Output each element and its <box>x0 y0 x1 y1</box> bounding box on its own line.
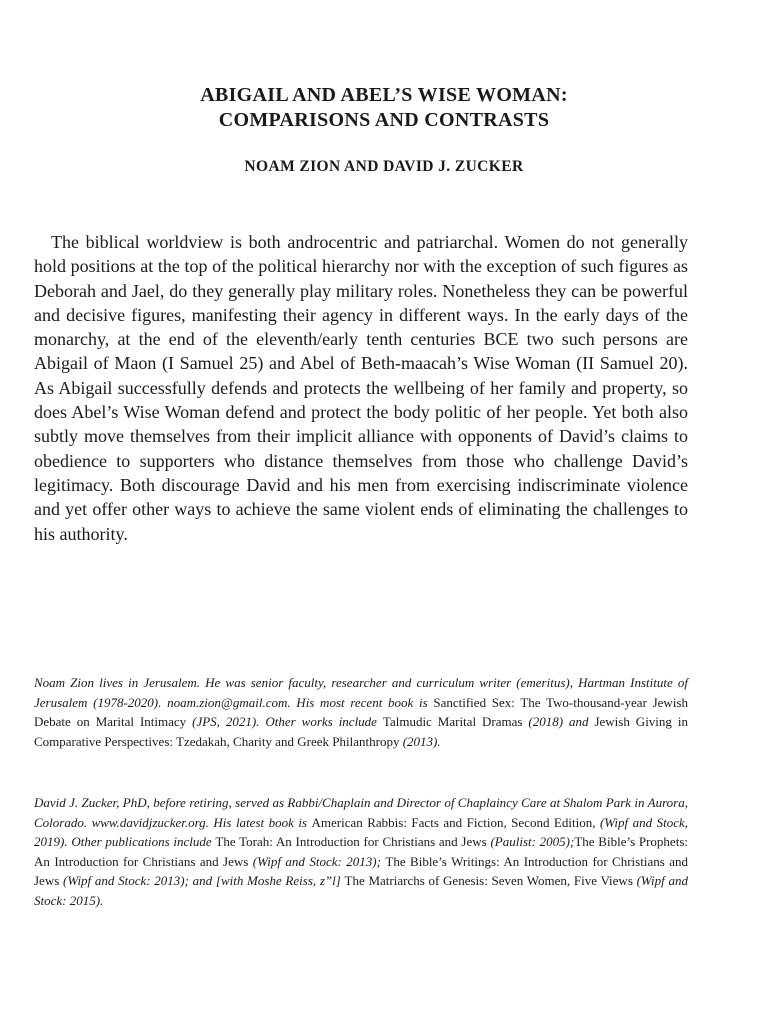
bio-book-title: The Matriarchs of Genesis: Seven Women, Five Views <box>344 873 633 889</box>
author-bio-zucker <box>34 793 688 911</box>
bio-book-title: The Bible’s Prophets: An Introduction for Christians and Jews <box>34 834 688 869</box>
bio-text: (Wipf and Stock: 2015). <box>34 873 688 908</box>
bio-text: (JPS, 2021). Other works include <box>186 714 383 730</box>
article-abstract: The biblical worldview is both androcentric and patriarchal. Women do not generally hold positions at the top of the political hierarchy nor with the exception of such figures as Deborah and Jael, do they generally play military roles. Nonetheless they can be powerful and decisive figures, manifesting their agency in different ways. In the early days of the monarchy, at the end of the eleventh/early tenth centuries BCE two such persons are Abigail of Maon (I Samuel 25) and Abel of Beth-maacah’s Wise Woman (II Samuel 20). As Abigail successfully defends and protects the wellbeing of her family and property, so does Abel’s Wise Woman defend and protect the body politic of her people. Yet both also subtly move themselves from their implicit alliance with opponents of David’s claims to obedience to supporters who distance themselves from those who challenge David’s legitimacy. Both discourage David and his men from exercising indiscriminate violence and yet offer other ways to achieve the same violent ends of eliminating the challenges to his authority. <box>34 232 688 544</box>
article-title-line-2: COMPARISONS AND CONTRASTS <box>218 109 550 131</box>
bio-book-title: Talmudic Marital Dramas <box>382 714 523 730</box>
bio-text: (Wipf and Stock: 2013); and [with Moshe Reiss, z”l] <box>59 873 345 889</box>
bio-text: Noam Zion lives in Jerusalem. He was senior faculty, researcher and curriculum writer (emeritus), Hartman Institute of Jerusalem (1978-2020). noam.zion@gmail.com. His most recent book is <box>34 675 688 710</box>
bio-text: (2013). <box>399 733 441 749</box>
bio-text: David J. Zucker, PhD, before retiring, served as Rabbi/Chaplain and Director of Chaplaincy Care at Shalom Park in Aurora, Colorado. www.davidjzucker.org. His latest book is <box>34 795 688 830</box>
bio-book-title: Jewish Giving in Comparative Perspectives: Tzedakah, Charity and Greek Philanthropy <box>34 714 688 749</box>
article-authors: NOAM ZION AND DAVID J. ZUCKER <box>244 158 524 175</box>
bio-text: (Paulist: 2005); <box>486 834 575 850</box>
article-title <box>0 83 768 133</box>
bio-book-title: American Rabbis: Facts and Fiction, Second Edition, <box>311 814 596 830</box>
article-title-line-1: ABIGAIL AND ABEL’S WISE WOMAN: <box>200 84 568 106</box>
bio-text: (Wipf and Stock, 2019). Other publications include <box>34 814 688 850</box>
bio-text: (2018) and <box>522 714 595 730</box>
bio-text: (Wipf and Stock: 2013); <box>248 853 386 869</box>
bio-book-title: Sanctified Sex: The Two-thousand-year Jewish Debate on Marital Intimacy <box>34 694 688 730</box>
author-bio-zion <box>34 673 688 751</box>
bio-book-title: The Torah: An Introduction for Christians and Jews <box>215 834 487 850</box>
bio-book-title: The Bible’s Writings: An Introduction for Christians and Jews <box>34 853 688 889</box>
